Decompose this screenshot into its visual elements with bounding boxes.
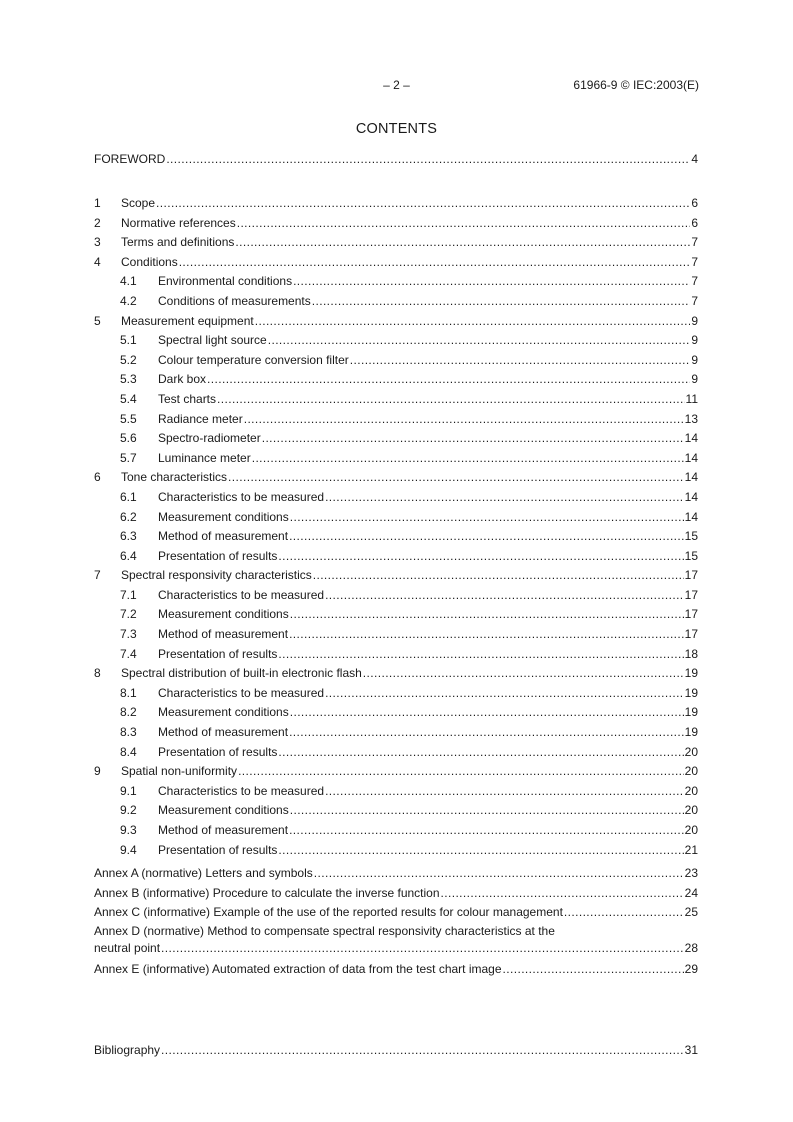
toc-entry-section[interactable] xyxy=(94,566,698,586)
toc-entry-number: 6.2 xyxy=(120,509,137,524)
toc-entry-text: Measurement conditions xyxy=(158,509,289,524)
toc-entry-subsection[interactable] xyxy=(94,331,698,351)
toc-entry-subsection[interactable] xyxy=(94,723,698,743)
toc-entry-text: FOREWORD xyxy=(94,152,166,166)
toc-entry-number: 7.4 xyxy=(120,646,137,661)
dot-leader xyxy=(278,743,683,763)
toc-entry-annex[interactable] xyxy=(94,903,698,923)
dot-leader xyxy=(262,429,684,449)
dot-leader xyxy=(289,821,684,841)
toc-entry-subsection[interactable] xyxy=(94,841,698,861)
toc-entry-subsection[interactable] xyxy=(94,645,698,665)
dot-leader xyxy=(278,841,683,861)
toc-entry-number: 4.1 xyxy=(120,274,137,289)
toc-entry-section[interactable] xyxy=(94,762,698,782)
toc-entry-text: Characteristics to be measured xyxy=(158,587,325,602)
toc-entry-text: Method of measurement xyxy=(158,725,289,740)
toc-entry-page: 31 xyxy=(684,1043,698,1057)
toc-entry-page: 20 xyxy=(684,764,698,779)
toc-entry-page: 14 xyxy=(684,450,698,465)
toc-entry-annex[interactable] xyxy=(94,923,698,957)
dot-leader xyxy=(217,390,685,410)
toc-entry-number: 5.7 xyxy=(120,450,137,465)
toc-entry-text: Annex A (normative) Letters and symbols xyxy=(94,866,313,880)
toc-entry-subsection[interactable] xyxy=(94,351,698,371)
toc-entry-subsection[interactable] xyxy=(94,586,698,606)
dot-leader xyxy=(325,488,684,508)
toc-entry-number: 4 xyxy=(94,254,101,269)
toc-entry-number: 9.3 xyxy=(120,823,137,837)
toc-entry-number: 9.4 xyxy=(120,842,137,857)
toc-entry-text: Normative references xyxy=(121,215,236,230)
toc-entry-page: 18 xyxy=(684,646,698,661)
dot-leader xyxy=(289,527,684,547)
toc-entry-page: 23 xyxy=(684,866,698,880)
toc-entry-subsection[interactable] xyxy=(94,272,698,292)
toc-foreword xyxy=(94,150,698,170)
toc-entry-number: 6 xyxy=(94,470,101,485)
toc-entry-text: Conditions xyxy=(121,254,178,269)
toc-entry-number: 8 xyxy=(94,666,101,681)
toc-entry-text: Conditions of measurements xyxy=(158,293,311,308)
toc-entry-number: 6.4 xyxy=(120,548,137,563)
toc-entry-text: Presentation of results xyxy=(158,744,278,759)
dot-leader xyxy=(255,312,691,332)
dot-leader xyxy=(290,508,684,528)
toc-entry-section[interactable] xyxy=(94,253,698,273)
toc-entry-number: 9.2 xyxy=(120,803,137,818)
toc-entry-subsection[interactable] xyxy=(94,684,698,704)
toc-entry-number: 5.1 xyxy=(120,333,137,348)
dot-leader xyxy=(325,586,684,606)
toc-entry-number: 5 xyxy=(94,313,101,328)
toc-entry-number: 5.5 xyxy=(120,411,137,426)
toc-entry-text: Environmental conditions xyxy=(158,274,293,289)
toc-entry-text: Measurement conditions xyxy=(158,803,289,818)
toc-entry-text: Measurement conditions xyxy=(158,705,289,720)
toc-entry-number: 6.3 xyxy=(120,529,137,544)
document-reference: 61966-9 © IEC:2003(E) xyxy=(573,78,699,92)
toc-entry-subsection[interactable] xyxy=(94,508,698,528)
toc-entry-subsection[interactable] xyxy=(94,449,698,469)
toc-entry-text: Annex E (informative) Automated extraction of data from the test chart image xyxy=(94,961,502,976)
toc-entry-text: Dark box xyxy=(158,372,207,387)
toc-entry-page: 15 xyxy=(684,548,698,563)
toc-entry-page: 19 xyxy=(684,685,698,700)
toc-entry-page: 19 xyxy=(684,705,698,720)
toc-entry-text: Colour temperature conversion filter xyxy=(158,352,349,367)
toc-entry-subsection[interactable] xyxy=(94,743,698,763)
toc-entry-page: 21 xyxy=(684,842,698,857)
toc-entry-page: 9 xyxy=(691,333,698,348)
dot-leader xyxy=(441,884,684,904)
dot-leader xyxy=(325,684,684,704)
toc-entry-page: 7 xyxy=(691,293,698,308)
dot-leader xyxy=(268,331,691,351)
toc-entry-number: 7.2 xyxy=(120,607,137,622)
toc-entry-page: 15 xyxy=(684,529,698,544)
toc-entry-page: 6 xyxy=(691,196,698,210)
toc-entry-subsection[interactable] xyxy=(94,821,698,841)
toc-entry-text: Presentation of results xyxy=(158,842,278,857)
dot-leader xyxy=(293,272,690,292)
toc-entry-text: Terms and definitions xyxy=(121,235,235,250)
toc-entry-text: Measurement equipment xyxy=(121,313,254,328)
dot-leader xyxy=(179,253,691,273)
toc-entry-subsection[interactable] xyxy=(94,703,698,723)
toc-entry-page: 28 xyxy=(684,940,698,955)
toc-entry-subsection[interactable] xyxy=(94,410,698,430)
dot-leader xyxy=(278,645,683,665)
dot-leader xyxy=(289,625,684,645)
dot-leader xyxy=(363,664,684,684)
dot-leader xyxy=(207,370,690,390)
toc-entry-number: 9.1 xyxy=(120,783,137,798)
toc-entry-subsection[interactable] xyxy=(94,390,698,410)
toc-entry-text: Characteristics to be measured xyxy=(158,783,325,798)
toc-entry-text: Presentation of results xyxy=(158,548,278,563)
toc-entry-subsection[interactable] xyxy=(94,801,698,821)
toc-entry-section[interactable] xyxy=(94,312,698,332)
toc-entry-section[interactable] xyxy=(94,194,698,214)
toc-entry-subsection[interactable] xyxy=(94,547,698,567)
toc-entry-number: 7.3 xyxy=(120,627,137,642)
dot-leader xyxy=(252,449,684,469)
toc-entry-annex[interactable] xyxy=(94,960,698,980)
toc-entry-subsection[interactable] xyxy=(94,625,698,645)
toc-entry-text: Method of measurement xyxy=(158,823,289,837)
dot-leader xyxy=(235,233,690,253)
toc-entry-text: Annex B (informative) Procedure to calculate the inverse function xyxy=(94,885,440,900)
toc-entry-subsection[interactable] xyxy=(94,488,698,508)
dot-leader xyxy=(325,782,684,802)
toc-entry-page: 17 xyxy=(684,607,698,622)
toc-entry-page: 7 xyxy=(691,274,698,289)
toc-entry-text: Spectro-radiometer xyxy=(158,431,261,446)
toc-entry-text: Characteristics to be measured xyxy=(158,489,325,504)
toc-entry-section[interactable] xyxy=(94,468,698,488)
toc-entry-text: Scope xyxy=(121,196,156,210)
toc-entry-page: 29 xyxy=(684,961,698,976)
dot-leader xyxy=(238,762,684,782)
toc-entry-text: Spectral responsivity characteristics xyxy=(121,568,312,583)
toc-entry-text: Spatial non-uniformity xyxy=(121,764,238,779)
page-title: CONTENTS xyxy=(355,121,438,137)
toc-entry-number: 5.6 xyxy=(120,431,137,446)
toc-entry-text: Bibliography xyxy=(94,1043,161,1057)
toc-bibliography xyxy=(94,1041,698,1061)
dot-leader xyxy=(289,723,684,743)
dot-leader xyxy=(228,468,684,488)
toc-entry-text: Method of measurement xyxy=(158,529,289,544)
toc-entry-number: 8.4 xyxy=(120,744,137,759)
toc-entry-text: Measurement conditions xyxy=(158,607,289,622)
toc-entry-page: 17 xyxy=(684,587,698,602)
dot-leader xyxy=(313,566,684,586)
toc-entry-page: 20 xyxy=(684,783,698,798)
toc-entry-section[interactable] xyxy=(94,233,698,253)
toc-entry-page: 11 xyxy=(685,391,698,406)
dot-leader xyxy=(290,703,684,723)
toc-entry-number: 1 xyxy=(94,196,101,210)
toc-entry-number: 9 xyxy=(94,764,101,779)
toc-entry-page: 20 xyxy=(684,744,698,759)
toc-entry-text: Spectral distribution of built-in electronic flash xyxy=(121,666,362,681)
toc-entry-page: 24 xyxy=(684,885,698,900)
toc-entry-page: 17 xyxy=(684,568,698,583)
toc-entry-subsection[interactable] xyxy=(94,429,698,449)
toc-entry-number: 8.3 xyxy=(120,725,137,740)
toc-entry-page: 14 xyxy=(684,470,698,485)
toc-entry-foreword[interactable] xyxy=(94,150,698,170)
dot-leader xyxy=(312,292,691,312)
toc-entry-number: 8.1 xyxy=(120,685,137,700)
page-number: – 2 – xyxy=(383,78,410,92)
toc-entry-text: Test charts xyxy=(158,391,217,406)
toc-entry-text: Method of measurement xyxy=(158,627,289,642)
toc-entry-line xyxy=(94,940,698,957)
dot-leader xyxy=(290,801,684,821)
toc-entry-page: 25 xyxy=(684,905,698,920)
toc-entry-number: 2 xyxy=(94,215,101,230)
toc-entry-page: 19 xyxy=(684,725,698,740)
toc-entry-number: 6.1 xyxy=(120,489,137,504)
toc-sections xyxy=(94,194,698,860)
dot-leader xyxy=(161,1041,684,1061)
toc-entry-section[interactable] xyxy=(94,214,698,234)
toc-entry-subsection[interactable] xyxy=(94,605,698,625)
toc-entry-text: Radiance meter xyxy=(158,411,243,426)
toc-entry-page: 14 xyxy=(684,489,698,504)
toc-entry-annex[interactable] xyxy=(94,864,698,884)
toc-entry-number: 5.3 xyxy=(120,372,137,387)
toc-entry-page: 7 xyxy=(691,254,698,269)
toc-entry-page: 9 xyxy=(691,372,698,387)
dot-leader xyxy=(244,410,684,430)
toc-entry-section[interactable] xyxy=(94,664,698,684)
dot-leader xyxy=(564,903,684,923)
toc-entry-page: 14 xyxy=(684,509,698,524)
toc-entry-number: 7.1 xyxy=(120,587,137,602)
toc-entry-page: 14 xyxy=(684,431,698,446)
toc-entry-text: Spectral light source xyxy=(158,333,267,348)
toc-entry-text: Annex D (normative) Method to compensate spectral responsivity characteristics at the xyxy=(94,923,555,938)
dot-leader xyxy=(156,194,690,214)
dot-leader xyxy=(350,351,691,371)
toc-entry-number: 5.2 xyxy=(120,352,137,367)
dot-leader xyxy=(237,214,691,234)
toc-entry-annex[interactable] xyxy=(94,884,698,904)
toc-entry-number: 5.4 xyxy=(120,391,137,406)
toc-entry-page: 19 xyxy=(684,666,698,681)
toc-entry-number: 7 xyxy=(94,568,101,583)
toc-entry-subsection[interactable] xyxy=(94,782,698,802)
toc-entry-text: Tone characteristics xyxy=(121,470,228,485)
toc-annexes xyxy=(94,864,698,979)
dot-leader xyxy=(314,864,684,884)
dot-leader xyxy=(166,150,690,170)
toc-entry-number: 3 xyxy=(94,235,101,250)
toc-entry-page: 7 xyxy=(691,235,698,250)
toc-entry-page: 20 xyxy=(684,803,698,818)
toc-entry-page: 4 xyxy=(691,152,698,166)
dot-leader xyxy=(278,547,683,567)
toc-entry-page: 20 xyxy=(684,823,698,837)
toc-entry-number: 8.2 xyxy=(120,705,137,720)
toc-entry-bibliography[interactable] xyxy=(94,1041,698,1061)
toc-entry-text: Luminance meter xyxy=(158,450,251,465)
toc-entry-text: Annex C (informative) Example of the use of the reported results for colour management xyxy=(94,905,563,920)
dot-leader xyxy=(161,940,684,957)
toc-entry-page: 9 xyxy=(691,352,698,367)
dot-leader xyxy=(503,960,684,980)
toc-entry-page: 6 xyxy=(691,215,698,230)
page-header xyxy=(0,78,793,94)
toc-entry-subsection[interactable] xyxy=(94,292,698,312)
toc-entry-page: 9 xyxy=(691,313,698,328)
toc-entry-text: Presentation of results xyxy=(158,646,278,661)
toc-entry-page: 13 xyxy=(684,411,698,426)
toc-entry-subsection[interactable] xyxy=(94,527,698,547)
toc-entry-number: 4.2 xyxy=(120,293,137,308)
toc-entry-page: 17 xyxy=(684,627,698,642)
toc-entry-subsection[interactable] xyxy=(94,370,698,390)
dot-leader xyxy=(290,605,684,625)
toc-entry-text-cont: neutral point xyxy=(94,940,161,955)
toc-entry-text: Characteristics to be measured xyxy=(158,685,325,700)
